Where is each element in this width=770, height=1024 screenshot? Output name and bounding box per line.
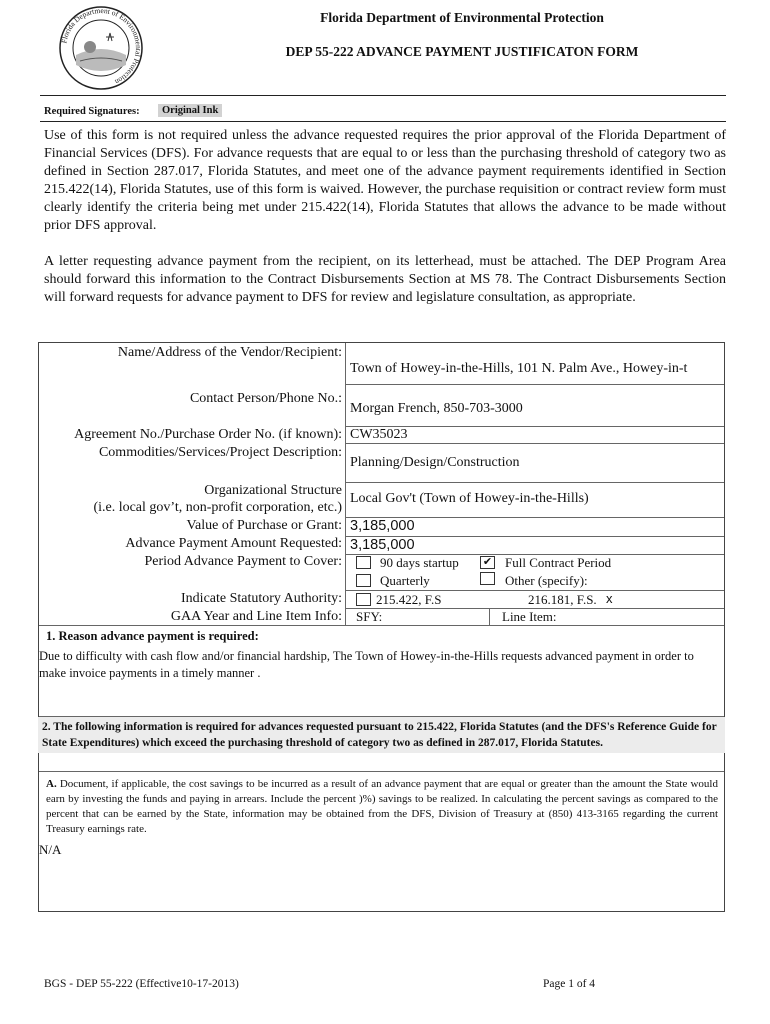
section2-heading: 2. The following information is required for advances requested pursuant to 215.422, Florida Statutes (and the DFS's Reference Guide for State Expenditures) which exceed the purchasing threshold of category two as defined in 287.017, Florida Statutes. — [38, 717, 725, 753]
form-column-divider — [345, 343, 346, 625]
advance-label: Advance Payment Amount Requested: — [125, 536, 342, 551]
value-field[interactable]: 3,185,000 — [350, 518, 415, 534]
line-item-label: Line Item: — [502, 609, 557, 624]
quarterly-option-label: Quarterly — [380, 573, 430, 588]
section1-heading: 1. Reason advance payment is required: — [46, 629, 259, 643]
row-line — [346, 443, 724, 444]
startup-option-label: 90 days startup — [380, 555, 459, 570]
agreement-label: Agreement No./Purchase Order No. (if known): — [74, 427, 342, 442]
signatures-divider — [40, 121, 726, 122]
section2-a-text: Document, if applicable, the cost savings to be incurred as a result of an advance payment that are equal or greater than the amount the State would earn by investing the funds and paying in arrears. Include the percent )%) savings to be realized. In calculating the percent savings as compared to the percent that can be earned by the State, information may be obtained from the DFS, Division of Treasury at (850) 413-3165 regarding the current Treasury earnings rate. — [46, 778, 718, 835]
authority-215-checkbox[interactable] — [356, 593, 371, 606]
period-label: Period Advance Payment to Cover: — [144, 554, 342, 569]
startup-checkbox[interactable] — [356, 556, 371, 569]
section2-a-answer[interactable]: N/A — [39, 842, 62, 857]
intro-paragraph-1: Use of this form is not required unless the advance requested requires the prior approval of the Florida Department of Financial Services (DFS). For advance requests that are equal to or less than the purchasing threshold of category two as defined in Section 287.017, Florida Statutes, and meet one of the advance payment requirements identified in Section 215.422(14), Florida Statutes, use of this form is waived. However, the purchase requisition or contract review form must clearly identify the criteria being met under 215.422(14), Florida Statutes that allows the advance to be made without prior DFS approval. — [44, 128, 726, 233]
org-structure-field[interactable]: Local Gov't (Town of Howey-in-the-Hills) — [350, 491, 589, 506]
required-signatures-label: Required Signatures: — [44, 106, 140, 117]
quarterly-checkbox[interactable] — [356, 574, 371, 587]
footer-page-number: Page 1 of 4 — [543, 978, 596, 990]
org-structure-label: Organizational Structure — [204, 483, 342, 498]
vendor-label: Name/Address of the Vendor/Recipient: — [117, 345, 342, 360]
section2-a-label: A. — [46, 778, 57, 790]
required-signatures-value: Original Ink — [158, 104, 222, 117]
vendor-field[interactable]: Town of Howey-in-the-Hills, 101 N. Palm Ave., Howey-in-t — [350, 361, 688, 376]
other-option-label: Other (specify): — [505, 573, 588, 588]
contact-label: Contact Person/Phone No.: — [189, 391, 342, 406]
advance-field[interactable]: 3,185,000 — [350, 537, 415, 553]
section2-a-instructions — [46, 777, 718, 837]
row-line — [346, 384, 724, 385]
row-line — [346, 482, 724, 483]
gaa-divider — [489, 609, 490, 625]
authority-216-label: 216.181, F.S. — [528, 592, 597, 607]
section1-answer[interactable]: Due to difficulty with cash flow and/or financial hardship, The Town of Howey-in-the-Hills requests advanced payment in order to make invoice payments in a timely manner . — [39, 649, 694, 680]
commodities-field[interactable]: Planning/Design/Construction — [350, 455, 520, 470]
form-title: DEP 55-222 ADVANCE PAYMENT JUSTIFICATON FORM — [285, 44, 639, 59]
checkmark-icon: ✔ — [482, 556, 493, 568]
agency-title: Florida Department of Environmental Protection — [320, 10, 604, 25]
row-line — [39, 625, 724, 626]
authority-label: Indicate Statutory Authority: — [181, 591, 342, 606]
value-label: Value of Purchase or Grant: — [186, 518, 342, 533]
footer-form-id: BGS - DEP 55-222 (Effective10-17-2013) — [44, 978, 239, 990]
full-period-option-label: Full Contract Period — [505, 555, 612, 570]
row-line — [346, 590, 724, 591]
authority-216-mark[interactable]: x — [606, 591, 613, 606]
full-period-checkbox[interactable] — [480, 556, 495, 569]
intro-paragraph-2: A letter requesting advance payment from the recipient, on its letterhead, must be attached. The DEP Program Area should forward this information to the Contract Disbursements Section at MS 78. The Contract Disbursements Section will forward requests for advance payment to DFS for review and legislature consultation, as appropriate. — [44, 254, 726, 305]
sfy-label: SFY: — [356, 609, 383, 624]
svg-text:Florida Department of Environm: Florida Department of Environmental Protection — [59, 5, 144, 87]
org-structure-sublabel: (i.e. local gov’t, non-profit corporation, etc.) — [93, 500, 342, 515]
commodities-label: Commodities/Services/Project Description: — [98, 445, 342, 460]
section-divider — [39, 771, 724, 772]
header-divider — [40, 95, 726, 96]
contact-field[interactable]: Morgan French, 850-703-3000 — [350, 401, 523, 416]
authority-215-label: 215.422, F.S — [376, 592, 442, 607]
agreement-field[interactable]: CW35023 — [350, 427, 408, 442]
other-checkbox[interactable] — [480, 572, 495, 585]
gaa-label: GAA Year and Line Item Info: — [170, 609, 342, 624]
